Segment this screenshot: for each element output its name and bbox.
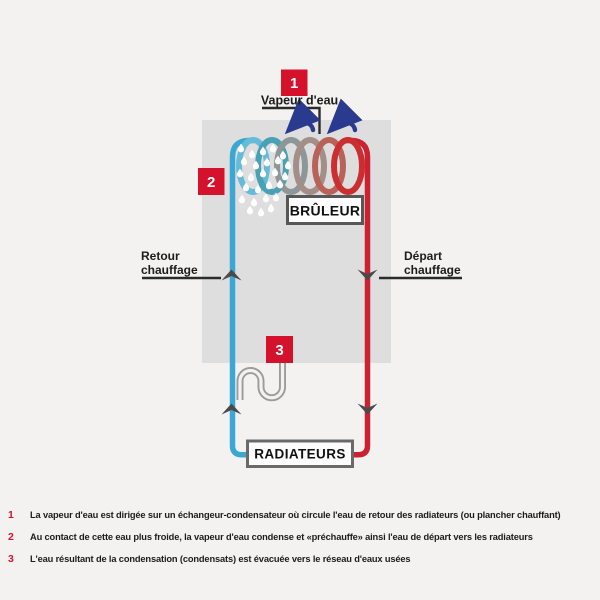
note-item xyxy=(8,532,586,543)
return-label-line1: Retour xyxy=(141,249,180,263)
note-number: 1 xyxy=(8,509,14,521)
supply-label-line2: chauffage xyxy=(404,263,461,277)
condensate-trap xyxy=(240,362,283,400)
radiators-label: RADIATEURS xyxy=(254,446,346,462)
badge-1-number: 1 xyxy=(290,75,299,92)
note-number: 2 xyxy=(8,531,14,543)
supply-label-line1: Départ xyxy=(404,249,443,263)
badge-2-number: 2 xyxy=(207,174,216,191)
note-item xyxy=(8,554,586,565)
note-text: Au contact de cette eau plus froide, la vapeur d'eau condense et «préchauffe» ainsi l'eau de départ vers les radiateurs xyxy=(30,532,533,542)
note-text: L'eau résultant de la condensation (condensats) est évacuée vers le réseau d'eaux usées xyxy=(30,554,411,564)
burner-label: BRÛLEUR xyxy=(289,202,361,219)
steam-label: Vapeur d'eau xyxy=(260,93,339,108)
return-label-line2: chauffage xyxy=(141,263,198,277)
badge-3-number: 3 xyxy=(275,342,284,359)
notes-section xyxy=(8,510,586,576)
note-item xyxy=(8,510,586,521)
note-text: La vapeur d'eau est dirigée sur un échangeur-condensateur où circule l'eau de retour des radiateurs (ou plancher chauffant) xyxy=(30,510,561,520)
note-number: 3 xyxy=(8,553,14,565)
